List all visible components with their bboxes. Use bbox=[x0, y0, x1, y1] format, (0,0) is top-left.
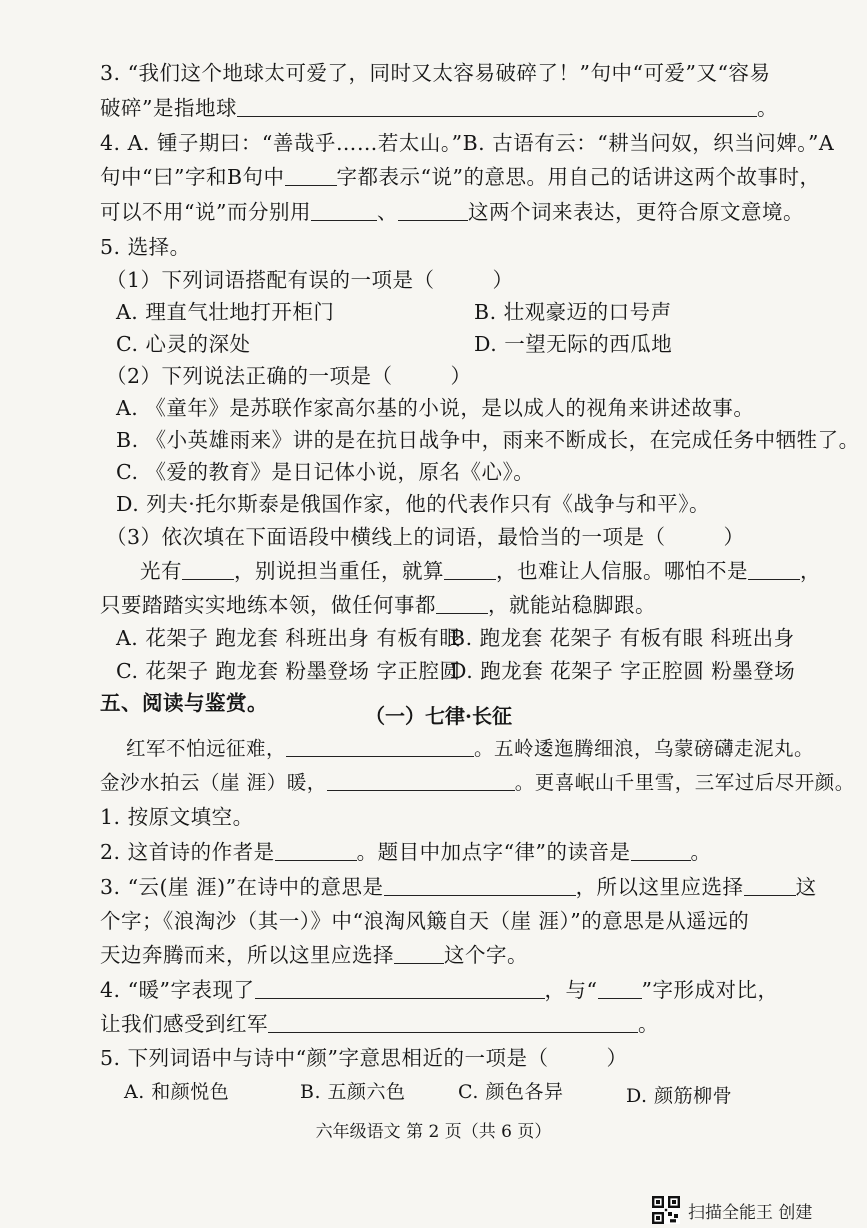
paren-close: ） bbox=[723, 525, 745, 549]
option-c: C. 心灵的深处 bbox=[116, 332, 251, 356]
q-text: 3. “云(崖 涯)”在诗中的意思是 bbox=[100, 875, 384, 899]
q5-sub3-options-cd bbox=[116, 656, 827, 686]
poem-q4-line2 bbox=[100, 1009, 827, 1039]
poem-blank-1 bbox=[286, 736, 474, 757]
q-text: 这 bbox=[795, 875, 817, 899]
q4-text-a: 句中“曰”字和B句中 bbox=[100, 165, 285, 189]
q5-sub1-stem bbox=[106, 265, 827, 295]
q3-end: 。 bbox=[756, 96, 778, 120]
para-text: ，也难让人信服。哪怕不是 bbox=[496, 559, 748, 583]
q-text: ”字形成对比， bbox=[641, 978, 779, 1002]
poem-q5-options bbox=[124, 1077, 827, 1107]
q5-sub1-options-cd bbox=[116, 329, 827, 359]
q4-text-c: 可以不用“说”而分别用 bbox=[100, 200, 311, 224]
q4-line3 bbox=[100, 197, 827, 227]
q5-sub1-options-ab bbox=[116, 297, 827, 327]
poem-text: 。五岭逶迤腾细浪，乌蒙磅礴走泥丸。 bbox=[474, 737, 815, 760]
q4-line1: 4. A. 锺子期曰：“善哉乎……若太山。”B. 古语有云：“耕当问奴，织当问婢。”A bbox=[100, 131, 835, 155]
para-blank-3 bbox=[748, 559, 800, 580]
q5-sub2-stem bbox=[106, 361, 827, 391]
poem-q5-stem bbox=[100, 1043, 827, 1073]
q4-text-b: 字都表示“说”的意思。用自己的话讲这两个故事时， bbox=[336, 165, 821, 189]
option-a: A. 理直气壮地打开柜门 bbox=[116, 300, 335, 324]
q5-sub3-stem bbox=[106, 522, 827, 552]
watermark-text: 扫描全能王 创建 bbox=[688, 1202, 813, 1223]
para-text: ， bbox=[800, 559, 821, 583]
q4-text-d: 、 bbox=[376, 200, 398, 224]
q-text: ，与“ bbox=[544, 978, 598, 1002]
option-d: D. 一望无际的西瓜地 bbox=[474, 332, 673, 356]
para-text: 只要踏踏实实地练本领，做任何事都 bbox=[100, 593, 436, 617]
q4-text-e: 这两个词来表达，更符合原文意境。 bbox=[467, 200, 804, 224]
poem-title: （一）七律·长征 bbox=[365, 704, 512, 728]
para-text: ，就能站稳脚跟。 bbox=[488, 593, 656, 617]
q3-line1: 3. “我们这个地球太可爱了，同时又太容易破碎了！”句中“可爱”又“容易 bbox=[100, 61, 771, 85]
option-c: C. 花架子 跑龙套 粉墨登场 字正腔圆 bbox=[116, 659, 461, 683]
choice-blank-1 bbox=[744, 875, 796, 896]
para-text: ，别说担当重任，就算 bbox=[234, 559, 444, 583]
warm-blank bbox=[255, 978, 545, 999]
option-b: B. 壮观豪迈的口号声 bbox=[474, 300, 672, 324]
q5-sub1-stem-text: （1）下列词语搭配有误的一项是（ bbox=[106, 268, 435, 292]
option-a: A. 花架子 跑龙套 科班出身 有板有眼 bbox=[116, 626, 461, 650]
q4-line2 bbox=[100, 162, 827, 192]
option-b: B. 跑龙套 花架子 有板有眼 科班出身 bbox=[450, 626, 795, 650]
poem-q4-line1 bbox=[100, 975, 827, 1005]
paren-close: ） bbox=[606, 1046, 628, 1070]
option-d: D. 颜筋柳骨 bbox=[626, 1085, 733, 1107]
meaning-blank bbox=[384, 875, 576, 896]
q5-sub3-stem-text: （3）依次填在下面语段中横线上的词语，最恰当的一项是（ bbox=[106, 525, 666, 549]
q5-sub2-option-d: D. 列夫·托尔斯泰是俄国作家，他的代表作只有《战争与和平》。 bbox=[116, 492, 711, 516]
option-c: C. 颜色各异 bbox=[458, 1081, 564, 1103]
q4-blank-2 bbox=[311, 200, 377, 221]
para-blank-1 bbox=[182, 559, 234, 580]
poem-line1 bbox=[126, 734, 827, 764]
q-text: ，所以这里应选择 bbox=[575, 875, 744, 899]
poem-q2 bbox=[100, 837, 827, 867]
para-blank-4 bbox=[436, 593, 488, 614]
para-blank-2 bbox=[444, 559, 496, 580]
poem-text: 。更喜岷山千里雪，三军过后尽开颜。 bbox=[514, 771, 855, 794]
poem-text: 红军不怕远征难， bbox=[126, 737, 287, 760]
feeling-blank bbox=[268, 1012, 638, 1033]
option-b: B. 五颜六色 bbox=[300, 1081, 406, 1103]
option-a: A. 和颜悦色 bbox=[124, 1081, 230, 1103]
poem-q3-line1 bbox=[100, 872, 827, 902]
poem-q3-line2: 个字；《浪淘沙（其一）》中“浪淘风簸自天（崖 涯）”的意思是从遥远的 bbox=[100, 909, 750, 933]
page-footer: 六年级语文 第 2 页（共 6 页） bbox=[315, 1122, 552, 1142]
q5-sub3-options-ab bbox=[116, 623, 827, 653]
q-text: 5. 下列词语中与诗中“颜”字意思相近的一项是（ bbox=[100, 1046, 549, 1070]
q-text: 。题目中加点字“律”的读音是 bbox=[356, 840, 631, 864]
q-text: 这个字。 bbox=[444, 943, 528, 967]
poem-q1: 1. 按原文填空。 bbox=[100, 805, 254, 829]
poem-q3-line3 bbox=[100, 940, 827, 970]
q5-heading: 5. 选择。 bbox=[100, 235, 191, 259]
option-d: D. 跑龙套 花架子 字正腔圆 粉墨登场 bbox=[450, 659, 796, 683]
q5-sub2-option-c: C. 《爱的教育》是日记体小说，原名《心》。 bbox=[116, 460, 535, 484]
scanner-watermark bbox=[652, 1195, 812, 1225]
q-text: 2. 这首诗的作者是 bbox=[100, 840, 275, 864]
q5-sub2-stem-text: （2）下列说法正确的一项是（ bbox=[106, 364, 393, 388]
poem-blank-2 bbox=[327, 770, 515, 791]
poem-text: 金沙水拍云（崖 涯）暖， bbox=[100, 771, 327, 794]
q5-sub2-option-a: A. 《童年》是苏联作家高尔基的小说，是以成人的视角来讲述故事。 bbox=[116, 396, 755, 420]
contrast-blank bbox=[598, 978, 642, 999]
q-text: 4. “暖”字表现了 bbox=[100, 978, 255, 1002]
paren-close: ） bbox=[450, 364, 472, 388]
pronunciation-blank bbox=[631, 840, 691, 861]
q4-blank-3 bbox=[398, 200, 468, 221]
q3-line2 bbox=[100, 93, 827, 123]
poem-line2 bbox=[100, 768, 855, 798]
q-text: 天边奔腾而来，所以这里应选择 bbox=[100, 943, 394, 967]
choice-blank-2 bbox=[394, 943, 444, 964]
q-text: 。 bbox=[638, 1012, 659, 1036]
q5-sub3-para-line1 bbox=[140, 556, 827, 586]
q5-sub3-para-line2 bbox=[100, 590, 827, 620]
section-heading: 五、阅读与鉴赏。 bbox=[100, 691, 268, 715]
q3-blank bbox=[237, 96, 757, 117]
q-text: 。 bbox=[690, 840, 712, 864]
q-text: 让我们感受到红军 bbox=[100, 1012, 268, 1036]
author-blank bbox=[275, 840, 357, 861]
q5-sub2-option-b: B. 《小英雄雨来》讲的是在抗日战争中，雨来不断成长，在完成任务中牺牲了。 bbox=[116, 428, 860, 452]
q4-blank-1 bbox=[285, 165, 337, 186]
q3-prefix: 破碎”是指地球 bbox=[100, 96, 237, 120]
qr-code-icon bbox=[652, 1196, 680, 1224]
paren-close: ） bbox=[492, 268, 514, 292]
para-text: 光有 bbox=[140, 559, 182, 583]
